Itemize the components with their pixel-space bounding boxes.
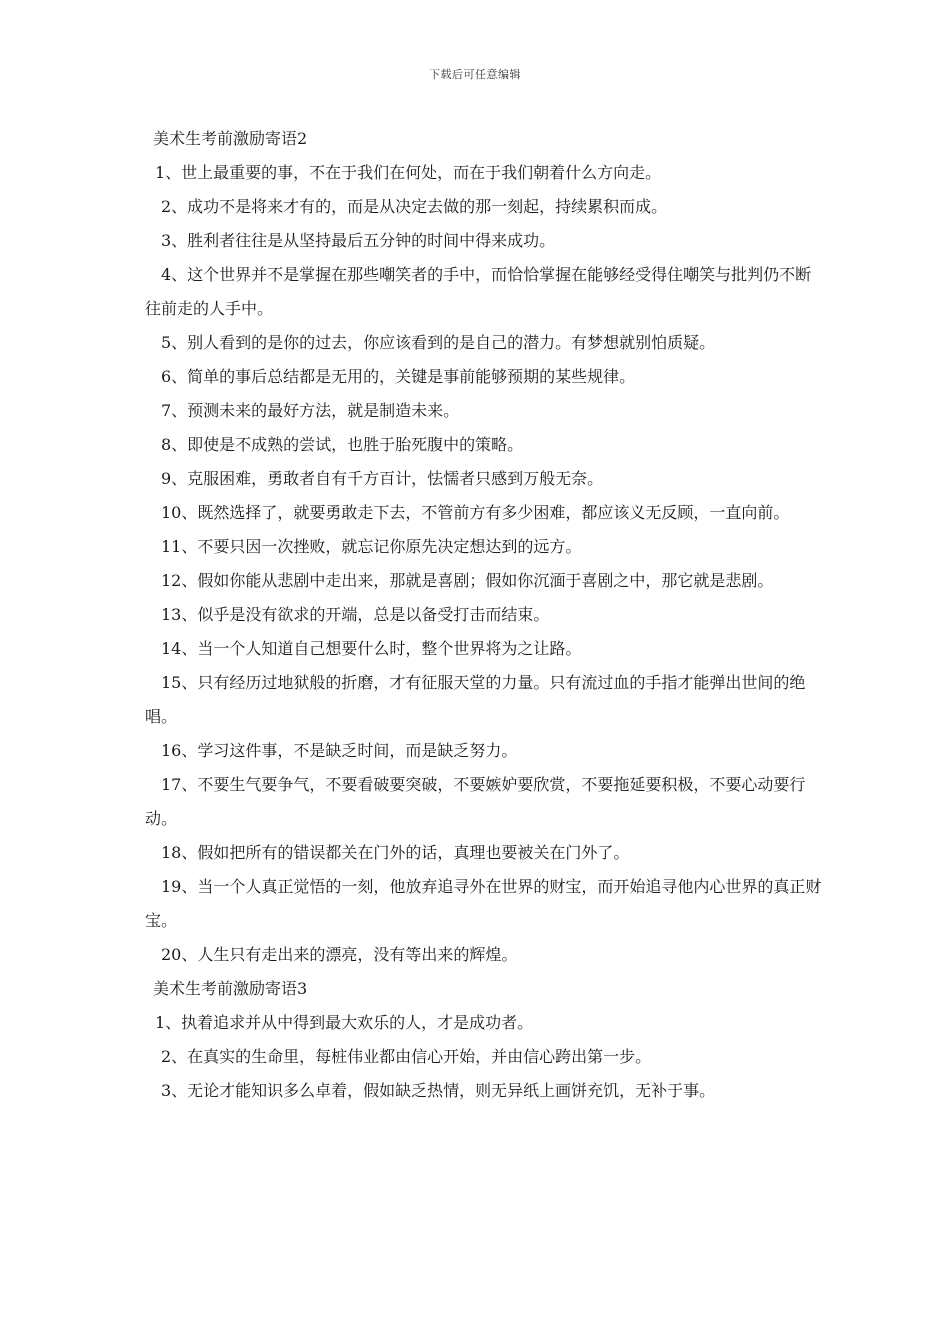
list-item: 1、执着追求并从中得到最大欢乐的人，才是成功者。	[155, 1013, 534, 1032]
list-item: 20、人生只有走出来的漂亮，没有等出来的辉煌。	[161, 945, 518, 964]
list-item: 3、胜利者往往是从坚持最后五分钟的时间中得来成功。	[161, 231, 556, 250]
list-item: 14、当一个人知道自己想要什么时，整个世界将为之让路。	[161, 639, 582, 658]
list-item: 2、在真实的生命里，每桩伟业都由信心开始，并由信心跨出第一步。	[161, 1047, 652, 1066]
list-item: 3、无论才能知识多么卓着，假如缺乏热情，则无异纸上画饼充饥，无补于事。	[161, 1081, 716, 1100]
list-item: 9、克服困难，勇敢者自有千方百计，怯懦者只感到万般无奈。	[161, 469, 604, 488]
list-item: 10、既然选择了，就要勇敢走下去，不管前方有多少困难，都应该义无反顾，一直向前。	[161, 503, 790, 522]
list-item: 2、成功不是将来才有的，而是从决定去做的那一刻起，持续累积而成。	[161, 197, 668, 216]
list-item: 11、不要只因一次挫败，就忘记你原先决定想达到的远方。	[161, 537, 582, 556]
list-item: 17、不要生气要争气，不要看破要突破，不要嫉妒要欣赏，不要拖延要积极，不要心动要行动。	[145, 775, 806, 828]
list-item: 6、简单的事后总结都是无用的，关键是事前能够预期的某些规律。	[161, 367, 636, 386]
list-item: 18、假如把所有的错误都关在门外的话，真理也要被关在门外了。	[161, 843, 630, 862]
list-item: 16、学习这件事，不是缺乏时间，而是缺乏努力。	[161, 741, 518, 760]
list-item: 19、当一个人真正觉悟的一刻，他放弃追寻外在世界的财宝，而开始追寻他内心世界的真正财宝。	[145, 877, 822, 930]
list-item: 7、预测未来的最好方法，就是制造未来。	[161, 401, 460, 420]
list-item: 1、世上最重要的事，不在于我们在何处，而在于我们朝着什么方向走。	[155, 163, 662, 182]
list-item: 5、别人看到的是你的过去，你应该看到的是自己的潜力。有梦想就别怕质疑。	[161, 333, 716, 352]
section-title: 美术生考前激励寄语3	[153, 979, 308, 998]
list-item: 13、似乎是没有欲求的开端，总是以备受打击而结束。	[161, 605, 550, 624]
list-item: 4、这个世界并不是掌握在那些嘲笑者的手中，而恰恰掌握在能够经受得住嘲笑与批判仍不断往前走的人手中。	[145, 265, 812, 318]
list-item: 8、即使是不成熟的尝试，也胜于胎死腹中的策略。	[161, 435, 524, 454]
list-item: 12、假如你能从悲剧中走出来，那就是喜剧；假如你沉湎于喜剧之中，那它就是悲剧。	[161, 571, 774, 590]
list-item: 15、只有经历过地狱般的折磨，才有征服天堂的力量。只有流过血的手指才能弹出世间的绝唱。	[145, 673, 806, 726]
section-title: 美术生考前激励寄语2	[153, 129, 308, 148]
document-body	[145, 122, 825, 1108]
page-header: 下载后可任意编辑	[429, 68, 521, 81]
